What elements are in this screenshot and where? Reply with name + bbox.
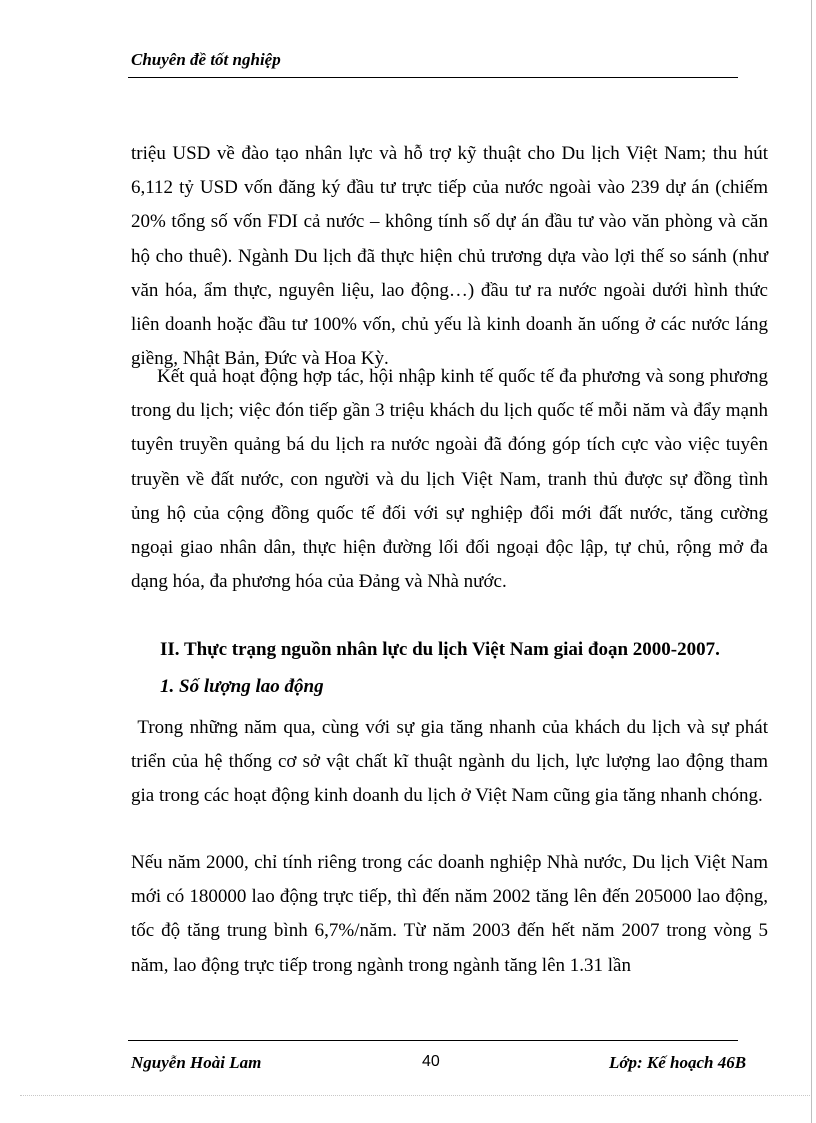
page-number: 40 — [422, 1053, 440, 1070]
paragraph-1: triệu USD về đào tạo nhân lực và hỗ trợ kỹ thuật cho Du lịch Việt Nam; thu hút 6,112 tỷ USD vốn đăng ký đầu tư trực tiếp của nước ngoài vào 239 dự án (chiếm 20% tổng số vốn FDI cả nước – không tính số dự án đầu tư vào văn phòng và căn hộ cho thuê). Ngành Du lịch đã thực hiện chủ trương dựa vào lợi thế so sánh (như văn hóa, ẩm thực, nguyên liệu, lao động…) đầu tư ra nước ngoài dưới hình thức liên doanh hoặc đầu tư 100% vốn, chủ yếu là kinh doanh ăn uống ở các nước láng giềng, Nhật Bản, Đức và Hoa Kỳ. — [131, 143, 768, 370]
footer-divider — [128, 1040, 738, 1041]
header-divider — [128, 77, 738, 78]
section-heading: II. Thực trạng nguồn nhân lực du lịch Việt Nam giai đoạn 2000-2007. — [160, 639, 720, 660]
header-title: Chuyên đề tốt nghiệp — [131, 50, 281, 69]
paragraph-4: Nếu năm 2000, chỉ tính riêng trong các doanh nghiệp Nhà nước, Du lịch Việt Nam mới có 180000 lao động trực tiếp, thì đến năm 2002 tăng lên đến 205000 lao động, tốc độ tăng trung bình 6,7%/năm. Từ năm 2003 đến hết năm 2007 trong vòng 5 năm, lao động trực tiếp trong ngành trong ngành tăng lên 1.31 lần — [131, 852, 768, 976]
sub-heading: 1. Số lượng lao động — [160, 676, 324, 697]
paragraph-3: Trong những năm qua, cùng với sự gia tăng nhanh của khách du lịch và sự phát triển của hệ thống cơ sở vật chất kĩ thuật ngành du lịch, lực lượng lao động tham gia trong các hoạt động kinh doanh du lịch ở Việt Nam cũng gia tăng nhanh chóng. — [131, 717, 773, 807]
footer-author: Nguyễn Hoài Lam — [131, 1053, 262, 1072]
paragraph-2: Kết quả hoạt động hợp tác, hội nhập kinh tế quốc tế đa phương và song phương trong du lịch; việc đón tiếp gần 3 triệu khách du lịch quốc tế mỗi năm và đẩy mạnh tuyên truyền quảng bá du lịch ra nước ngoài đã đóng góp tích cực vào việc tuyên truyền về đất nước, con người và du lịch Việt Nam, tranh thủ được sự đồng tình ủng hộ của cộng đồng quốc tế đối với sự nghiệp đổi mới đất nước, tăng cường ngoại giao nhân dân, thực hiện đường lối đối ngoại độc lập, tự chủ, rộng mở đa dạng hóa, đa phương hóa của Đảng và Nhà nước. — [131, 366, 768, 593]
page-bottom-dotted-line — [20, 1095, 810, 1096]
footer-class-label: Lớp: Kế hoạch 46B — [609, 1053, 747, 1072]
